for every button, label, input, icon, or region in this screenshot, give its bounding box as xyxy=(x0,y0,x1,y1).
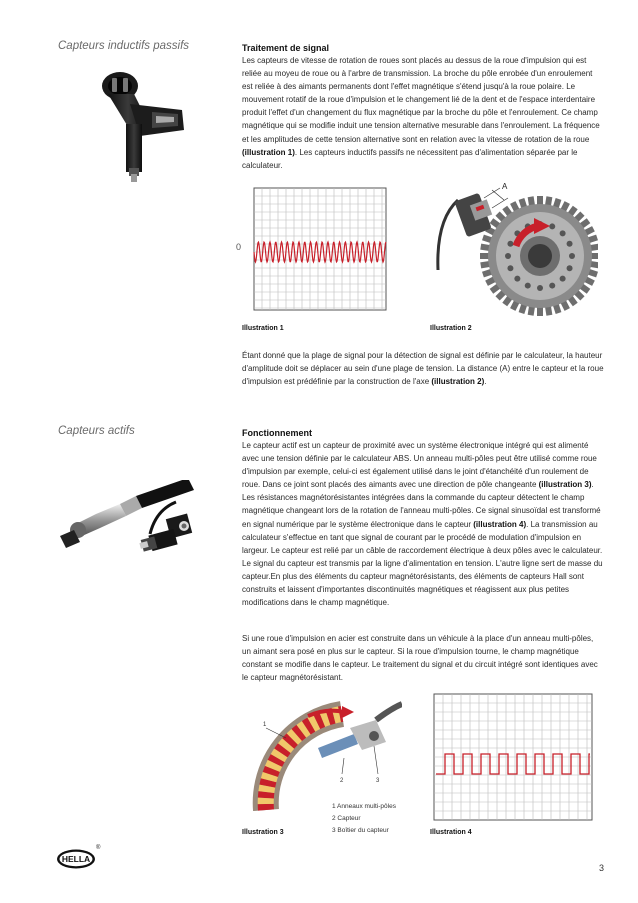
paragraph-steel-wheel: Si une roue d'impulsion en acier est construite dans un véhicule à la place d'un anneau multi-pôles, un aimant sera posé en plus sur le capteur. Si la roue d'impulsion tourne, le champ magnétique constant se modifie dans le capteur. Le traitement du signal et du circuit intégré sont identiques avec le capteur magnétorésistant. xyxy=(242,634,598,683)
caption-illustration-4: Illustration 4 xyxy=(430,829,472,836)
legend-item: 2 Capteur xyxy=(332,815,361,822)
illustration-3-multipole-ring xyxy=(246,698,402,818)
illustration-1-signal-graph xyxy=(252,186,388,312)
graph-grid xyxy=(434,694,592,820)
logo-text: HELLA xyxy=(61,854,91,864)
active-sensor-photo xyxy=(56,480,206,590)
page-number: 3 xyxy=(599,863,605,873)
paragraph-signal-processing: Les capteurs de vitesse de rotation de roues sont placés au dessus de la roue d'impulsion qui est reliée au moyeu de roue ou à l'arbre de transmission. La broche du pôle enrobée d'un enroulement est reliée à des aimants permanents dont l'effet magnétique s'étend jusqu'à la roue polaire. Le mouvement rotatif de la roue d'impulsion et le changement lié de la dent et de l'espace interdentaire produit l'effet d'un changement du flux magnétique par la broche du pôle et l'enroulement. Ce champ magnétique qui se modifie induit une tension alternative mesurable dans l'enroulement. La fréquence et les amplitudes de cette tension alternative sont en relation avec la vitesse de rotation de la roue (illustration 1). Les capteurs inductifs passifs ne nécessitent pas d'alimentation séparée par le calculateur. xyxy=(242,56,600,170)
callout-1: 1 xyxy=(263,722,267,728)
graph-zero-label: 0 xyxy=(236,242,242,252)
caption-illustration-2: Illustration 2 xyxy=(430,325,472,332)
paragraph-distance: Étant donné que la plage de signal pour la détection de signal est définie par le calculateur, la hauteur d'amplitude doit se déplacer au sein d'une plage de tension. La distance (A) entre le capteur et la roue d'impulsion est prédéfinie par la construction de l'axe (illustration 2). xyxy=(242,351,604,387)
section-label-active: Capteurs actifs xyxy=(58,425,135,437)
heading-operation: Fonctionnement xyxy=(242,428,312,438)
section-label-passive: Capteurs inductifs passifs xyxy=(58,40,190,52)
caption-illustration-1: Illustration 1 xyxy=(242,325,284,332)
illustration-4-digital-signal-graph xyxy=(432,692,594,822)
hella-logo xyxy=(56,845,101,875)
illustration-3-legend xyxy=(332,801,396,837)
legend-item: 1 Anneaux multi-pôles xyxy=(332,803,396,810)
callout-2: 2 xyxy=(340,778,344,784)
callout-3: 3 xyxy=(376,778,380,784)
illustration-2-impulse-wheel xyxy=(428,180,598,320)
paragraph-operation: Le capteur actif est un capteur de proximité avec un système électronique intégré qui est alimenté avec une tension définie par le calculateur ABS. Un anneau multi-pôles peut être utilisé comme roue d'impulsion par exemple, celui-ci est également utilisé dans le joint d'étanchéité d'un roulement de roue. Dans ce joint sont placés des aimants avec une direction de pôle changeante (illustration 3). Les résistances magnétorésistantes intégrées dans la commande du capteur détectent le champ magnétique changeant lors de la rotation de l'anneau multi-pôles. Ce signal sinusoïdal est transformé en signal numérique par le système électronique dans le capteur (illustration 4). La transmission au calculateur s'effectue en tant que signal de courant par le procédé de modulation d'impulsion en largeur. Le capteur est relié par un câble de raccordement électrique à deux pôles avec le calculateur. Le signal du capteur est transmis par la ligne d'alimentation en tension. L'autre ligne sert de masse du capteur.En plus des éléments du capteur magnétorésistants, des éléments de capteurs Hall sont construits et laissent d'importantes discontinuités magnétiques et réagissent aux plus petites modifications dans le champ magnétique. xyxy=(242,441,603,608)
heading-signal-processing: Traitement de signal xyxy=(242,43,330,53)
legend-item: 3 Boîtier du capteur xyxy=(332,827,389,834)
graph-grid xyxy=(254,188,386,310)
registered-mark: ® xyxy=(96,845,101,851)
passive-sensor-photo xyxy=(90,64,190,186)
caption-illustration-3: Illustration 3 xyxy=(242,829,284,836)
diagram-label-a: A xyxy=(502,182,508,191)
